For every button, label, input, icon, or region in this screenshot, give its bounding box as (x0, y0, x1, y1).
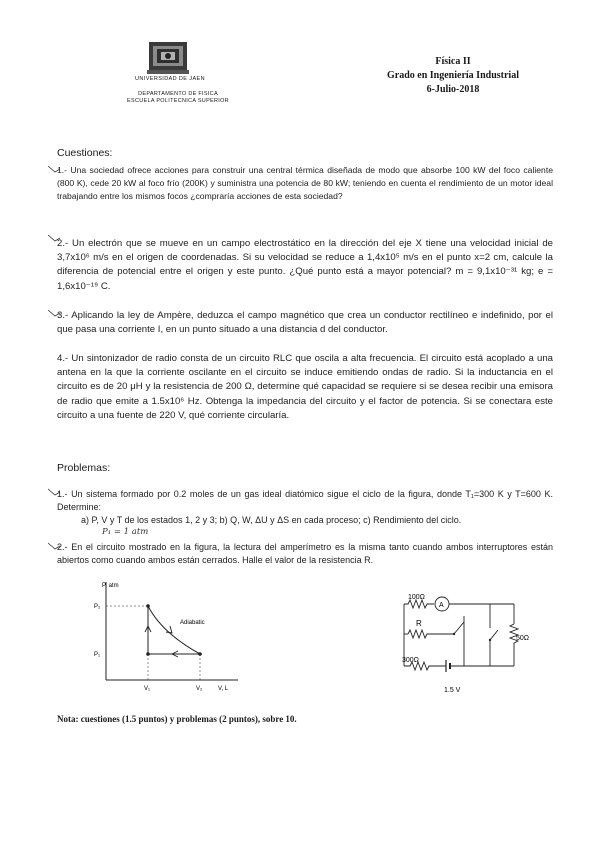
resistor-50-icon (510, 624, 518, 666)
p1-label: P₁ (94, 652, 101, 658)
university-name: UNIVERSIDAD DE JAEN (135, 76, 205, 82)
cuestion-4-text: Un sintonizador de radio consta de un circuito RLC que oscila a alta frecuencia. El circuito está acoplado a una antena en la que la corriente oscilante en el circuito se induce emitiendo ondas de radio. Si la inductancia en el circuito es de 20 μH y la resistencia de 200 Ω, determine qué capacidad se requiere si se desea recibir una emisora de radio que emite a 1.5x10⁶ Hz. Obtenga la impedancia del circuito y el factor de potencia. Si se conectara este circuito a una fuente de 220 V, qué corriente circularía. (57, 353, 553, 421)
exam-date: 6-Julio-2018 (426, 84, 480, 95)
resistor-100-icon (404, 600, 434, 608)
resistor-r-label: R (416, 619, 422, 628)
grading-note: Nota: cuestiones (1.5 puntos) y problemas (2 puntos), sobre 10. (57, 714, 297, 724)
course-heading (368, 55, 538, 97)
handwritten-pressure-note: P₁ = 1 atm (102, 527, 149, 537)
switch-1-icon (454, 622, 464, 634)
y-axis-label: P, atm (102, 583, 119, 589)
cuestion-4 (57, 352, 553, 423)
problema-1-parts: a) P, V y T de los estados 1, 2 y 3; b) Q, W, ΔU y ΔS en cada proceso; c) Rendimiento del ciclo. (81, 514, 462, 525)
problema-2 (57, 541, 553, 567)
x-axis-label: V, L (218, 686, 229, 692)
problema-1 (57, 488, 553, 526)
department (118, 91, 238, 105)
adiabatic-process (148, 606, 200, 654)
cuestion-3-number: 3.- (57, 310, 69, 321)
course-title: Física II (435, 56, 471, 67)
problema-2-text: En el circuito mostrado en la figura, la lectura del amperímetro es la misma tanto cuando ambos interruptores están abiertos como cuando ambos están cerrados. Halle el valor de la resistencia R. (57, 542, 553, 565)
adiabatic-label: Adiabatic (180, 620, 205, 626)
cuestion-2-number: 2.- (57, 238, 69, 249)
pv-cycle-diagram (92, 578, 242, 696)
cuestiones-title: Cuestiones: (57, 147, 113, 159)
p2-label: P₂ (94, 604, 101, 610)
problema-1-number: 1.- (57, 489, 68, 499)
cuestion-1-number: 1.- (57, 165, 68, 175)
cuestion-1-text: Una sociedad ofrece acciones para construir una central térmica diseñada de modo que absorbe 100 kW del foco caliente (800 K), cede 20 kW al foco frío (200K) y suministra una potencia de 80 kW; teniendo en cuenta el rendimiento de un motor ideal trabajando entre los mismos focos ¿compraría acciones de esta sociedad? (57, 165, 553, 201)
battery-label: 1.5 V (444, 687, 461, 694)
university-crest-icon (143, 40, 193, 78)
resistor-50-label: 50Ω (516, 635, 530, 642)
resistor-r-icon (408, 630, 454, 638)
problema-2-number: 2.- (57, 542, 68, 552)
cuestion-3-text: Aplicando la ley de Ampère, deduzca el campo magnético que crea un conductor rectilíneo e indefinido, por el que pasa una corriente I, en un punto situado a una distancia d del conductor. (57, 310, 553, 336)
resistor-300-label: 300Ω (402, 657, 419, 664)
department-line-2: ESCUELA POLITECNICA SUPERIOR (127, 98, 229, 104)
degree-title: Grado en Ingeniería Industrial (387, 70, 519, 81)
department-line-1: DEPARTAMENTO DE FISICA (138, 91, 218, 97)
cuestion-3 (57, 309, 553, 337)
v1-label: V₁ (144, 686, 151, 692)
cuestion-4-number: 4.- (57, 353, 69, 364)
problema-1-text: Un sistema formado por 0.2 moles de un gas ideal diatómico sigue el ciclo de la figura, donde T₁=300 K y T=600 K. Determine: (57, 489, 553, 512)
circuit-diagram (394, 588, 530, 700)
cuestion-2 (57, 237, 553, 294)
v2-label: V₂ (196, 686, 203, 692)
problemas-title: Problemas: (57, 462, 111, 474)
switch-2-icon (490, 630, 498, 640)
cuestion-1 (57, 164, 553, 202)
resistor-100-label: 100Ω (408, 594, 425, 601)
ammeter-label: A (439, 602, 444, 609)
cuestion-2-text: Un electrón que se mueve en un campo electrostático en la dirección del eje X tiene una velocidad inicial de 3,7x10⁶ m/s en el origen de coordenadas. Si su velocidad se reduce a 1,4x10⁵ m/s en el punto x=2 cm, calcule la diferencia de potencial entre el origen y este punto. ¿Qué punto está a mayor potencial? m = 9,1x10⁻³¹ kg; e = 1,6x10⁻¹⁹ C. (57, 238, 553, 292)
